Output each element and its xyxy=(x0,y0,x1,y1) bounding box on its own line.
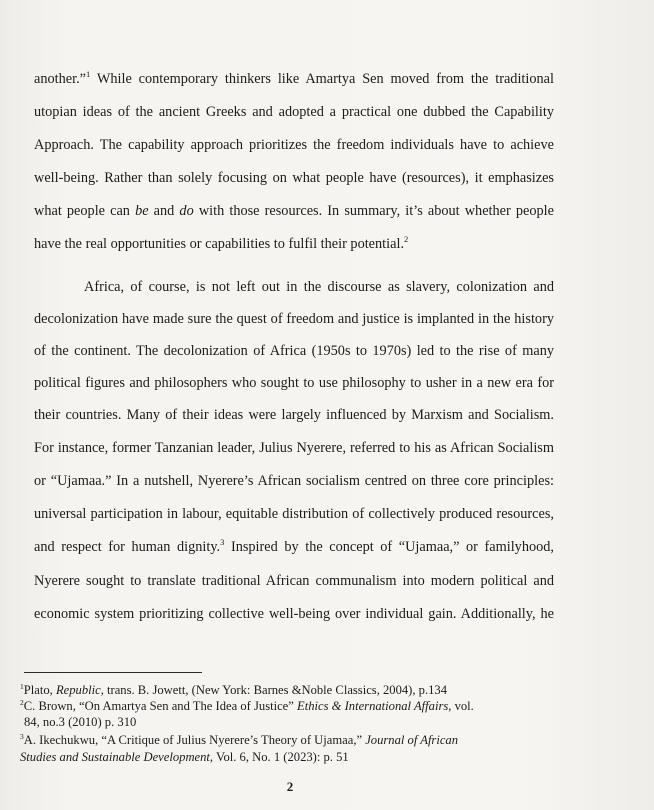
text-line: Nyerere sought to translate traditional African communalism into modern political and xyxy=(34,573,554,589)
text-line: decolonization have made sure the quest of freedom and justice is implanted in the history xyxy=(34,311,554,327)
text-line: economic system prioritizing collective well-being over individual gain. Additionally, he xyxy=(34,606,554,622)
page-number: 2 xyxy=(286,779,294,794)
text-line: For instance, former Tanzanian leader, Julius Nyerere, referred to his as African Socialism xyxy=(34,440,554,456)
footnote-2-continued: 84, no.3 (2010) p. 310 xyxy=(24,715,137,729)
footnote-divider xyxy=(24,672,202,673)
text-line: Approach. The capability approach prioritizes the freedom individuals have to achieve xyxy=(34,137,554,153)
footnote-3: $^3$A. Ikechukwu, “A Critique of Julius Nyerere’s Theory of Ujamaa,” Journal of African xyxy=(20,732,459,747)
text-line: utopian ideas of the ancient Greeks and adopted a practical one dubbed the Capability xyxy=(34,104,554,120)
footnote-ref: 3 xyxy=(220,537,225,547)
text-line: or “Ujamaa.” In a nutshell, Nyerere’s African socialism centred on three core principles: xyxy=(34,473,554,489)
footnote-1: $^1$Plato, Republic, trans. B. Jowett, (New York: Barnes &Noble Classics, 2004), p.134 xyxy=(20,682,448,697)
footnote-2: $^2$C. Brown, “On Amartya Sen and The Idea of Justice” Ethics & International Affairs, vol. xyxy=(20,698,474,713)
footnote-3-continued: Studies and Sustainable Development, Vol. 6, No. 1 (2023): p. 51 xyxy=(20,750,349,764)
text-line: universal participation in labour, equitable distribution of collectively produced resources, xyxy=(34,506,554,522)
text-line: political figures and philosophers who sought to use philosophy to usher in a new era for xyxy=(34,375,554,391)
text-line: another.”$^1$ While contemporary thinkers like Amartya Sen moved from the traditional xyxy=(34,69,554,87)
text-line: Africa, of course, is not left out in the discourse as slavery, colonization and xyxy=(84,279,554,295)
text-line: and respect for human dignity.$^3$ Inspired by the concept of “Ujamaa,” or familyhood, xyxy=(34,537,554,555)
text-line: their countries. Many of their ideas were largely influenced by Marxism and Socialism. xyxy=(34,407,554,423)
text-line: have the real opportunities or capabilities to fulfil their potential.$^2$ xyxy=(34,234,409,252)
text-line: of the continent. The decolonization of Africa (1950s to 1970s) led to the rise of many xyxy=(34,343,554,359)
text-line: well-being. Rather than solely focusing on what people have (resources), it emphasizes xyxy=(34,170,554,186)
text-line: what people can be and do with those resources. In summary, it’s about whether people xyxy=(34,203,554,219)
footnote-ref: 2 xyxy=(404,234,409,244)
footnote-ref: 1 xyxy=(86,69,91,79)
